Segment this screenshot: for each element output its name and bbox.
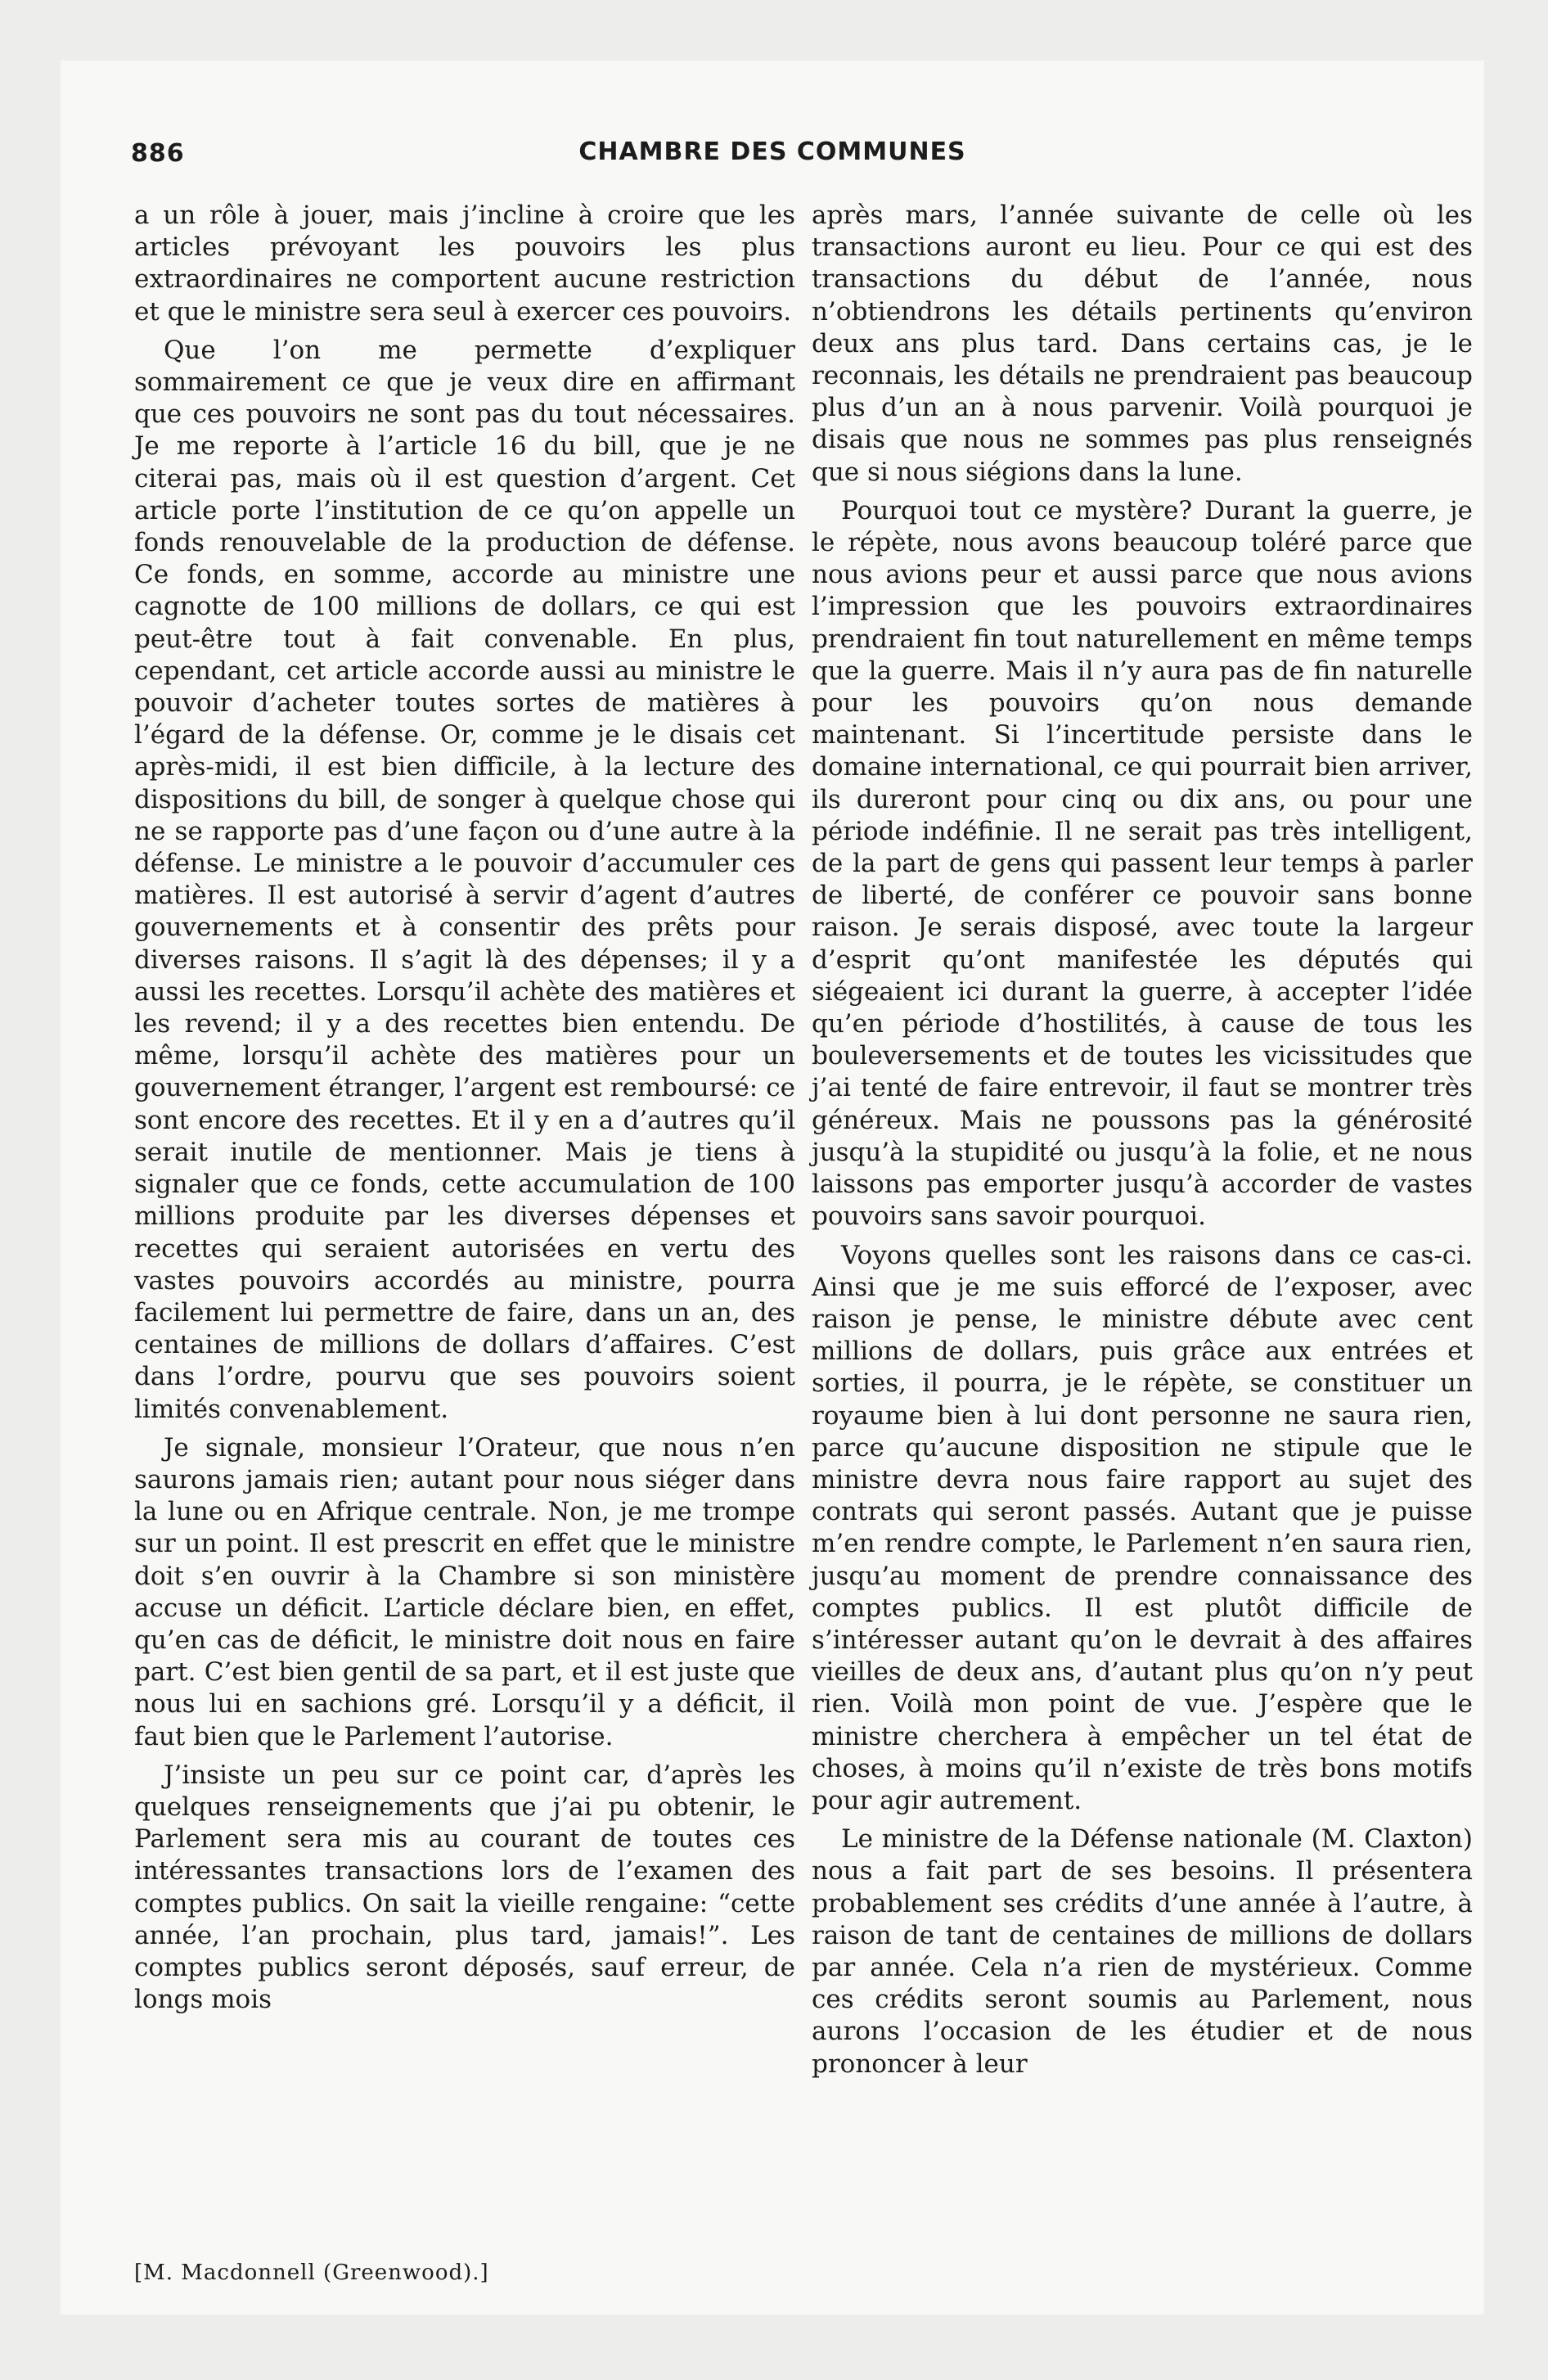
page-number: 886	[131, 139, 185, 168]
paragraph: Le ministre de la Défense nationale (M. Claxton) nous a fait part de ses besoins. Il présentera probablement ses crédits d’une année à l’autre, à raison de tant de centaines de millions de dollars par année. Cela n’a rien de mystérieux. Comme ces crédits seront soumis au Parlement, nous aurons l’occasion de les étudier et de nous prononcer à leur	[812, 1824, 1473, 2079]
speaker-reference: [M. Macdonnell (Greenwood).]	[134, 2261, 489, 2285]
left-column	[134, 200, 795, 2016]
right-column	[812, 200, 1473, 2080]
paragraph: a un rôle à jouer, mais j’incline à croire que les articles prévoyant les pouvoirs les plus extraordinaires ne comportent aucune restriction et que le ministre sera seul à exercer ces pouvoirs.	[134, 201, 795, 327]
page-sheet	[61, 61, 1484, 2315]
running-head: CHAMBRE DES COMMUNES	[578, 137, 966, 166]
paragraph: Je signale, monsieur l’Orateur, que nous n’en saurons jamais rien; autant pour nous siéger dans la lune ou en Afrique centrale. Non, je me trompe sur un point. Il est prescrit en effet que le ministre doit s’en ouvrir à la Chambre si son ministère accuse un déficit. L’article déclare bien, en effet, qu’en cas de déficit, le ministre doit nous en faire part. C’est bien gentil de sa part, et il est juste que nous lui en sachions gré. Lorsqu’il y a déficit, il faut bien que le Parlement l’autorise.	[134, 1432, 795, 1751]
paragraph: J’insiste un peu sur ce point car, d’après les quelques renseignements que j’ai pu obtenir, le Parlement sera mis au courant de toutes ces intéressantes transactions lors de l’examen des comptes publics. On sait la vieille rengaine: “cette année, l’an prochain, plus tard, jamais!”. Les comptes publics seront déposés, sauf erreur, de longs mois	[134, 1760, 795, 2015]
paragraph: Que l’on me permette d’expliquer sommairement ce que je veux dire en affirmant que ces pouvoirs ne sont pas du tout nécessaires. Je me reporte à l’article 16 du bill, que je ne citerai pas, mais où il est question d’argent. Cet article porte l’institution de ce qu’on appelle un fonds renouvelable de la production de défense. Ce fonds, en somme, accorde au ministre une cagnotte de 100 millions de dollars, ce qui est peut-être tout à fait convenable. En plus, cependant, cet article accorde aussi au ministre le pouvoir d’acheter toutes sortes de matières à l’égard de la défense. Or, comme je le disais cet après-midi, il est bien difficile, à la lecture des dispositions du bill, de songer à quelque chose qui ne se rapporte pas d’une façon ou d’une autre à la défense. Le ministre a le pouvoir d’accumuler ces matières. Il est autorisé à servir d’agent d’autres gouvernements et à consentir des prêts pour diverses raisons. Il s’agit là des dépenses; il y a aussi les recettes. Lorsqu’il achète des matières et les revend; il y a des recettes bien entendu. De même, lorsqu’il achète des matières pour un gouvernement étranger, l’argent est remboursé: ce sont encore des recettes. Et il y en a d’autres qu’il serait inutile de mentionner. Mais je tiens à signaler que ce fonds, cette accumulation de 100 millions produite par les diverses dépenses et recettes qui seraient autorisées en vertu des vastes pouvoirs accordés au ministre, pourra facilement lui permettre de faire, dans un an, des centaines de millions de dollars d’affaires. C’est dans l’ordre, pourvu que ses pouvoirs soient limités convenablement.	[134, 335, 795, 1424]
paragraph: après mars, l’année suivante de celle où les transactions auront eu lieu. Pour ce qui est des transactions du début de l’année, nous n’obtiendrons les détails pertinents qu’environ deux ans plus tard. Dans certains cas, je le reconnais, les détails ne prendraient pas beaucoup plus d’un an à nous parvenir. Voilà pourquoi je disais que nous ne sommes pas plus renseignés que si nous siégions dans la lune.	[812, 201, 1473, 487]
paragraph: Voyons quelles sont les raisons dans ce cas-ci. Ainsi que je me suis efforcé de l’exposer, avec raison je pense, le ministre débute avec cent millions de dollars, puis grâce aux entrées et sorties, il pourra, je le répète, se constituer un royaume bien à lui dont personne ne saura rien, parce qu’aucune disposition ne stipule que le ministre devra nous faire rapport au sujet des contrats qui seront passés. Autant que je puisse m’en rendre compte, le Parlement n’en saura rien, jusqu’au moment de prendre connaissance des comptes publics. Il est plutôt difficile de s’intéresser autant qu’on le devrait à des affaires vieilles de deux ans, d’autant plus qu’on n’y peut rien. Voilà mon point de vue. J’espère que le ministre cherchera à empêcher un tel état de choses, à moins qu’il n’existe de très bons motifs pour agir autrement.	[812, 1240, 1473, 1815]
paragraph: Pourquoi tout ce mystère? Durant la guerre, je le répète, nous avons beaucoup toléré parce que nous avions peur et aussi parce que nous avions l’impression que les pouvoirs extraordinaires prendraient fin tout naturellement en même temps que la guerre. Mais il n’y aura pas de fin naturelle pour les pouvoirs qu’on nous demande maintenant. Si l’incertitude persiste dans le domaine international, ce qui pourrait bien arriver, ils dureront pour cinq ou dix ans, ou pour une période indéfinie. Il ne serait pas très intelligent, de la part de gens qui passent leur temps à parler de liberté, de conférer ce pouvoir sans bonne raison. Je serais disposé, avec toute la largeur d’esprit qu’ont manifestée les députés qui siégeaient ici durant la guerre, à accepter l’idée qu’en période d’hostilités, à cause de tous les bouleversements et de toutes les vicissitudes que j’ai tenté de faire entrevoir, il faut se montrer très généreux. Mais ne poussons pas la générosité jusqu’à la stupidité ou jusqu’à la folie, et ne nous laissons pas emporter jusqu’à accorder de vastes pouvoirs sans savoir pourquoi.	[812, 495, 1473, 1232]
